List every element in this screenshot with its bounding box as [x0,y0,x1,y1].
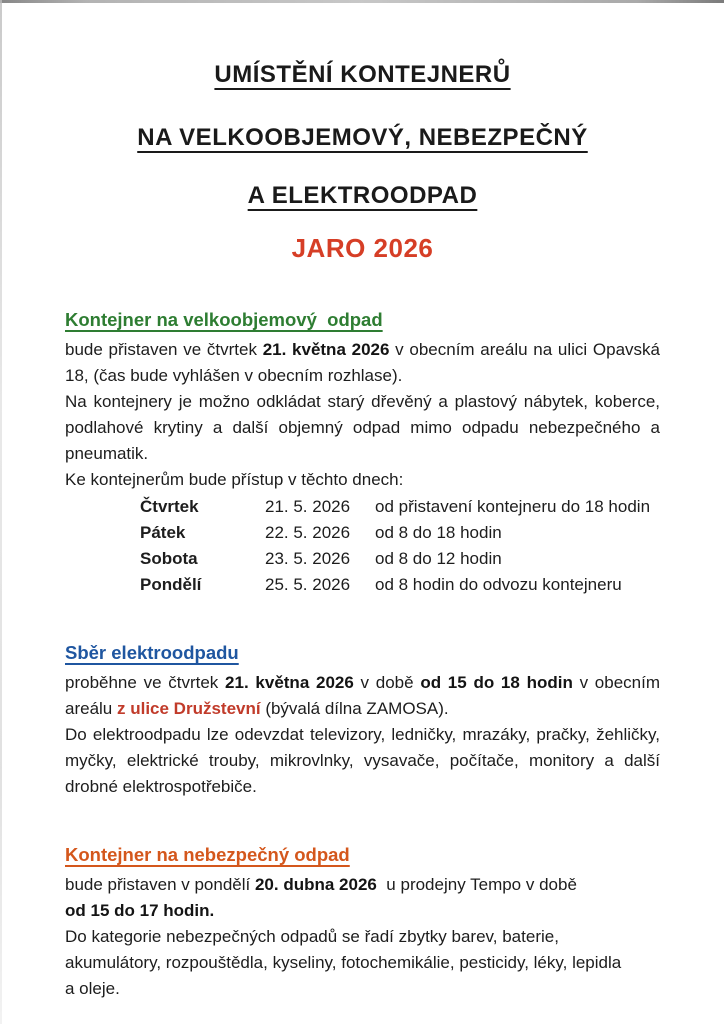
text-run: bude přistaven v pondělí [65,875,255,894]
date-cell: 21. 5. 2026 [265,497,351,516]
hazardous-hours-bold-line: od 15 do 17 hodin. [65,901,215,920]
electro-paragraph-placement [65,670,660,722]
schedule-table [65,494,660,598]
schedule-row-monday [140,572,660,598]
text-run: u prodejny Tempo v době [376,875,577,894]
bulky-paragraph-access-intro: Ke kontejnerům bude přístup v těchto dnech: [65,470,404,489]
items-line: akumulátory, rozpouštědla, kyseliny, fotochemikálie, pesticidy, léky, lepidla [65,953,622,972]
time-cell: od přistavení kontejneru do 18 hodin [375,497,651,516]
section-hazardous-heading: Kontejner na nebezpečný odpad [65,844,350,865]
items-line: Do kategorie nebezpečných odpadů se řadí zbytky barev, baterie, [65,927,559,946]
text-run: v obecním areálu [65,673,660,718]
electro-hours-bold: od 15 do 18 hodin [420,673,573,692]
day-cell: Sobota [140,549,198,568]
bulky-paragraph-allowed-items: Na kontejnery je možno odkládat starý dřevěný a plastový nábytek, koberce, podlahové krytiny a další objemný odpad mimo odpadu nebezpečného a pneumatik. [65,392,660,463]
text-run: v obecním areálu na ulici Opavská 18, (čas bude vyhlášen v obecním rozhlase). [65,340,660,385]
electro-date-bold: 21. května 2026 [225,673,354,692]
season-title: JARO 2026 [291,233,434,263]
date-cell: 22. 5. 2026 [265,523,351,542]
hazardous-paragraph-items [65,924,660,1002]
day-cell: Čtvrtek [140,497,199,516]
doc-title-line-2: NA VELKOOBJEMOVÝ, NEBEZPEČNÝ [137,124,588,151]
time-cell: od 8 do 18 hodin [375,523,502,542]
date-cell: 25. 5. 2026 [265,575,351,594]
bulky-date-bold: 21. května 2026 [262,340,390,359]
section-electro-waste [65,641,660,800]
text-run: bude přistaven ve čtvrtek [65,340,263,359]
section-bulky-heading: Kontejner na velkoobjemový odpad [65,309,383,330]
doc-title-line-1: UMÍSTĚNÍ KONTEJNERŮ [214,61,511,88]
schedule-row-saturday [140,546,660,572]
text-run: proběhne ve čtvrtek [65,673,226,692]
time-cell: od 8 hodin do odvozu kontejneru [375,575,622,594]
schedule-row-friday [140,520,660,546]
time-cell: od 8 do 12 hodin [375,549,502,568]
text-run: (bývalá dílna ZAMOSA). [260,699,449,718]
text-run: v době [353,673,421,692]
section-hazardous-waste [65,843,660,1002]
schedule-row-thursday [140,494,660,520]
items-line: a oleje. [65,979,120,998]
date-cell: 23. 5. 2026 [265,549,351,568]
hazardous-paragraph-placement [65,872,660,898]
section-bulky-waste [65,308,660,598]
electro-paragraph-allowed-items: Do elektroodpadu lze odevzdat televizory, ledničky, mrazáky, pračky, žehličky, myčky, elektrické trouby, mikrovlnky, vysavače, počítače, monitory a další drobné elektrospotřebiče. [65,725,660,796]
day-cell: Pátek [140,523,186,542]
section-electro-heading: Sběr elektroodpadu [65,642,239,663]
bulky-paragraph-placement [65,337,660,389]
electro-street-highlight: z ulice Družstevní [116,699,261,718]
hazardous-date-bold: 20. dubna 2026 [254,875,377,894]
doc-title-line-3: A ELEKTROODPAD [247,182,478,209]
day-cell: Pondělí [140,575,202,594]
